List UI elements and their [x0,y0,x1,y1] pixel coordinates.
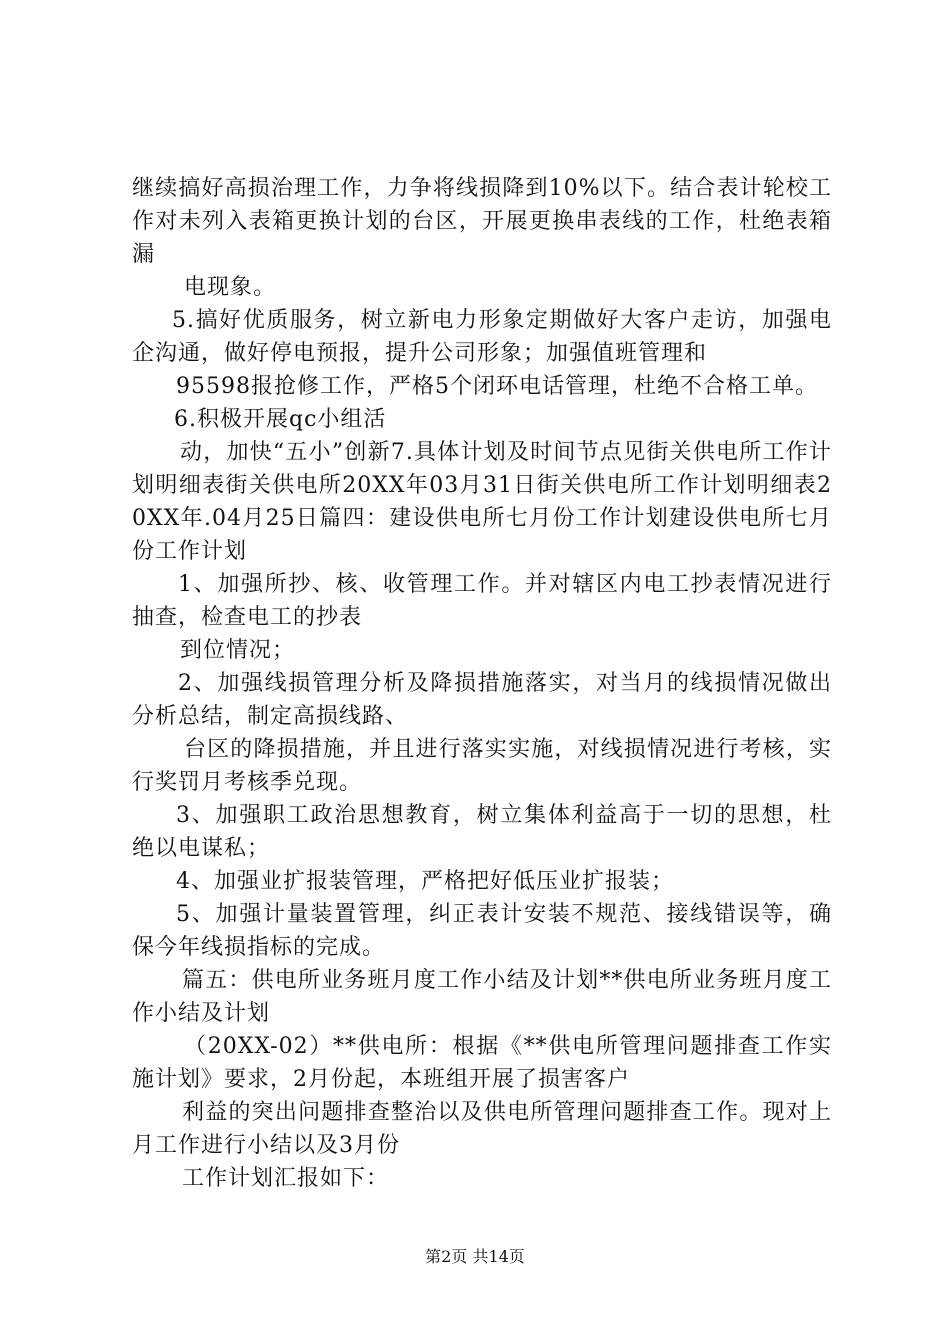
paragraph: 5.搞好优质服务，树立新电力形象定期做好大客户走访，加强电企沟通，做好停电预报，提升公司形象；加强值班管理和 [132,308,832,366]
page-footer [0,1244,950,1267]
paragraph: 5、加强计量装置管理，纠正表计安装不规范、接线错误等，确保今年线损指标的完成。 [132,902,832,960]
paragraph: （20XX-02）**供电所：根据《**供电所管理问题排查工作实施计划》要求，2月份起，本班组开展了损害客户 [132,1034,832,1092]
paragraph: 4、加强业扩报装管理，严格把好低压业扩报装； [176,869,674,894]
paragraph: 台区的降损措施，并且进行落实实施，对线损情况进行考核，实行奖罚月考核季兑现。 [132,737,832,795]
paragraph: 6.积极开展qc小组活 [174,407,387,432]
paragraph: 动，加快“五小”创新7.具体计划及时间节点见街关供电所工作计划明细表街关供电所20XX年03月31日街关供电所工作计划明细表20XX年.04月25日篇四：建设供电所七月份工作计划建设供电所七月份工作计划 [132,440,832,564]
paragraph: 篇五：供电所业务班月度工作小结及计划**供电所业务班月度工作小结及计划 [132,968,832,1026]
paragraph: 1、加强所抄、核、收管理工作。并对辖区内电工抄表情况进行抽查，检查电工的抄表 [132,572,832,630]
paragraph: 2、加强线损管理分析及降损措施落实，对当月的线损情况做出分析总结，制定高损线路、 [132,671,832,729]
paragraph: 95598报抢修工作，严格5个闭环电话管理，杜绝不合格工单。 [176,374,818,399]
document-body [132,172,832,1195]
paragraph: 工作计划汇报如下： [182,1166,390,1191]
paragraph: 电现象。 [184,275,277,300]
paragraph: 利益的突出问题排查整治以及供电所管理问题排查工作。现对上月工作进行小结以及3月份 [132,1100,832,1158]
paragraph: 到位情况； [180,638,296,663]
paragraph: 3、加强职工政治思想教育，树立集体利益高于一切的思想，杜绝以电谋私； [132,803,832,861]
page-number: 第2页 共14页 [425,1247,525,1266]
paragraph: 继续搞好高损治理工作，力争将线损降到10%以下。结合表计轮校工作对未列入表箱更换计划的台区，开展更换串表线的工作，杜绝表箱漏 [132,176,832,267]
